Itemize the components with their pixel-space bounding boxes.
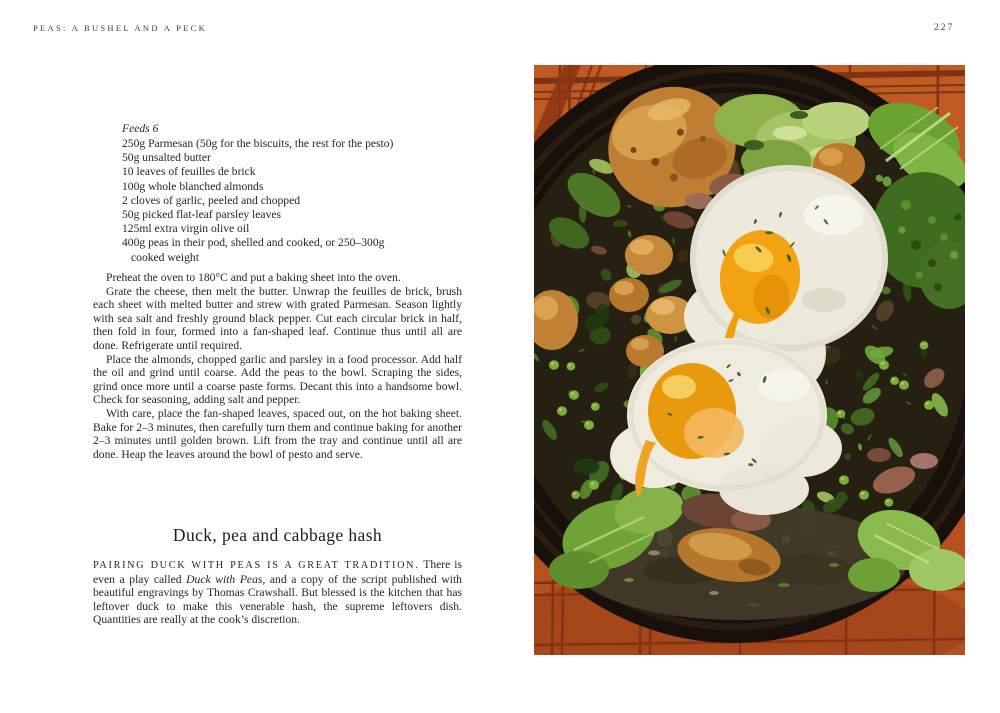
instruction-paragraph: Grate the cheese, then melt the butter. Unwrap the feuilles de brick, brush each sheet with melted butter and strew with grated Parmesan. Season lightly with sea salt and freshly ground black pepper. Cut each circular brick in half, then fold in four, formed into a fan-shaped leaf. Continue thus until all are done. Refrigerate until required. <box>93 284 462 352</box>
ingredient-line: 50g picked flat-leaf parsley leaves <box>122 208 282 222</box>
ingredient-line: 100g whole blanched almonds <box>122 179 264 193</box>
ingredient-line: cooked weight <box>131 250 199 264</box>
instruction-paragraph: Preheat the oven to 180°C and put a baking sheet into the oven. <box>106 271 401 284</box>
food-photo <box>534 65 965 655</box>
running-header: PEAS: A BUSHEL AND A PECK <box>33 23 208 33</box>
ingredient-line: 125ml extra virgin olive oil <box>122 222 250 236</box>
intro-text: There is even a play called <box>93 558 462 586</box>
ingredient-list <box>122 137 482 265</box>
instruction-paragraph: Place the almonds, chopped garlic and parsley in a food processor. Add half the oil and grind until coarse. Add the peas to the bowl. Scraping the sides, grind once more until a coarse paste forms. Decant this into a handsome bowl. Check for seasoning, adding salt and pepper. <box>93 352 462 407</box>
ingredient-line: 400g peas in their pod, shelled and cooked, or 250–300g <box>122 236 385 250</box>
intro-lead-smallcaps: PAIRING DUCK WITH PEAS IS A GREAT TRADITION. <box>93 560 420 571</box>
ingredient-line: 50g unsalted butter <box>122 151 211 165</box>
ingredient-line: 250g Parmesan (50g for the biscuits, the rest for the pesto) <box>122 137 394 150</box>
recipe-title: Duck, pea and cabbage hash <box>172 525 383 545</box>
ingredient-line: 10 leaves of feuilles de brick <box>122 165 256 179</box>
ingredient-line: 2 cloves of garlic, peeled and chopped <box>122 193 301 207</box>
recipe-intro <box>93 558 462 627</box>
instruction-paragraph: With care, place the fan-shaped leaves, spaced out, on the hot baking sheet. Bake for 2–3 minutes, then carefully turn them and continue baking for another 2–3 minutes until golden brown. Lift from the tray and continue until all are done. Heap the leaves around the bowl of pesto and serve. <box>93 406 462 461</box>
play-title-italic: Duck with Peas <box>186 572 263 586</box>
page-number: 227 <box>934 23 955 33</box>
instruction-paragraphs <box>93 271 462 461</box>
intro-text-rest: , and a copy of the script published with beautiful engravings by Thomas Crawshall. But blessed is the kitchen that has leftover duck to make this venerable hash, the supreme leftovers dish. Quantities are really at the cook’s discretion. <box>93 572 462 627</box>
serves-line: Feeds 6 <box>122 122 159 135</box>
